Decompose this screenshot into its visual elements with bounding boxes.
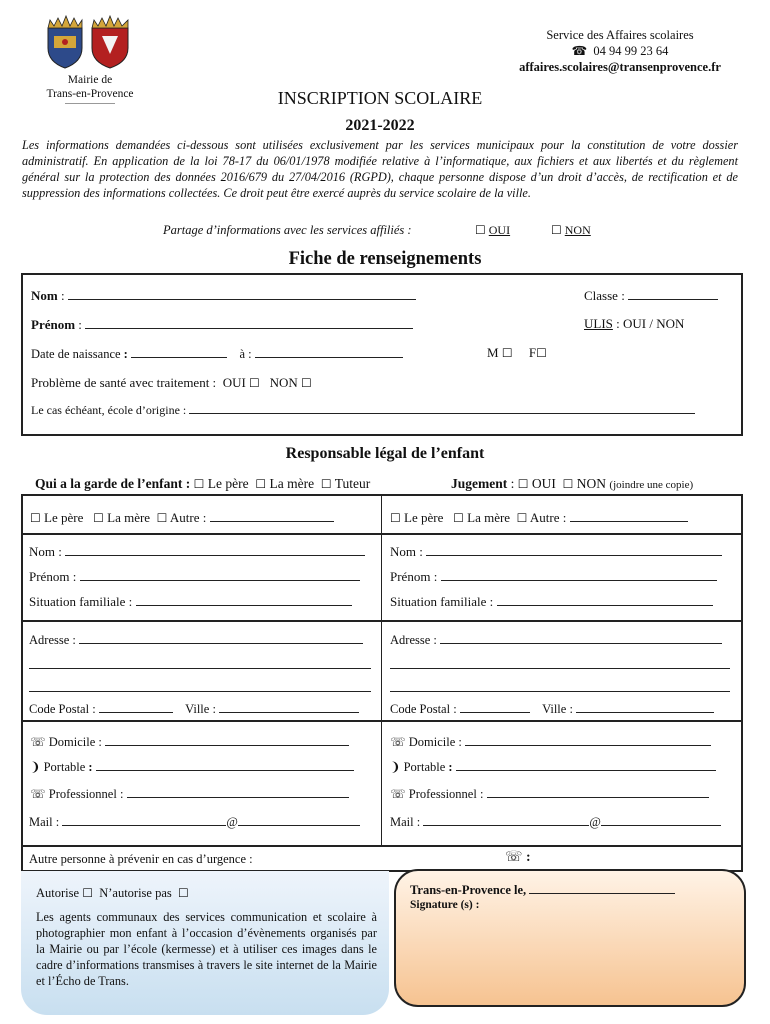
service-contact bbox=[480, 27, 760, 75]
checkbox-icon[interactable]: ☐ bbox=[82, 886, 93, 900]
ecole-field[interactable] bbox=[189, 401, 695, 414]
mairie-line2: Trans-en-Provence bbox=[46, 88, 134, 100]
signature-place: Trans-en-Provence le, bbox=[410, 883, 527, 897]
right-pro-field[interactable] bbox=[487, 785, 709, 798]
sharing-non-label: NON bbox=[564, 223, 591, 237]
dob-field[interactable] bbox=[131, 345, 227, 358]
prenom-label: Prénom bbox=[31, 317, 76, 332]
mairie-line1: Mairie de bbox=[67, 74, 113, 86]
right-ville-field[interactable] bbox=[576, 700, 714, 713]
checkbox-icon[interactable]: ☐ bbox=[390, 511, 401, 525]
classe-label: Classe : bbox=[584, 288, 625, 303]
ulis-label: ULIS bbox=[584, 316, 613, 331]
checkbox-icon[interactable]: ☐ bbox=[30, 511, 41, 525]
left-adresse-row: Adresse : bbox=[29, 631, 363, 648]
left-pro-row: ☏ Professionnel : bbox=[30, 785, 349, 802]
school-year: 2021-2022 bbox=[345, 117, 415, 134]
signature-place-row bbox=[410, 881, 675, 898]
autorisation-choice bbox=[36, 886, 189, 901]
health-non-label: NON bbox=[269, 375, 298, 390]
sex-row bbox=[487, 345, 547, 361]
health-oui-label: OUI bbox=[222, 375, 246, 390]
right-pro-row: ☏ Professionnel : bbox=[390, 785, 709, 802]
divider bbox=[65, 103, 115, 104]
nom-field[interactable] bbox=[68, 287, 416, 300]
ecole-label: Le cas échéant, école d’origine : bbox=[31, 403, 187, 417]
checkbox-icon[interactable]: ☐ bbox=[300, 376, 312, 390]
dob-row: Date de naissance : à : bbox=[31, 345, 403, 362]
left-portable-field[interactable] bbox=[96, 758, 354, 771]
signature-panel[interactable] bbox=[394, 869, 746, 1007]
checkbox-icon[interactable]: ☐ bbox=[178, 886, 189, 900]
right-adresse-line3[interactable] bbox=[390, 679, 730, 696]
intro-text: Les informations demandées ci-dessous sont utilisées exclusivement par les services municipaux pour la constitution de votre dossier administratif. En application de la loi 78-17 du 06/01/1978 modifiée relative à l’informatique, aux fichiers et aux libertés et du règlement général sur la protection des données 2016/679 du 27/04/2016 (RGPD), chaque personne dispose d’un droit d’accès, de rectification et de suppression des informations collectées. Ce droit peut être exercé auprès du service scolaire de la ville. bbox=[22, 138, 738, 200]
row-divider bbox=[22, 845, 742, 847]
left-prenom-field[interactable] bbox=[80, 568, 360, 581]
sex-f-label: F bbox=[528, 345, 537, 360]
sharing-oui-label: OUI bbox=[488, 223, 511, 237]
garde-pere: Le père bbox=[207, 476, 249, 491]
checkbox-icon: ☐ bbox=[551, 223, 562, 237]
coat-of-arms-logo bbox=[42, 14, 134, 70]
checkbox-icon[interactable]: ☐ bbox=[249, 376, 260, 390]
checkbox-icon[interactable]: ☐ bbox=[93, 511, 104, 525]
urgence-phone[interactable]: ☏ : bbox=[505, 849, 531, 865]
classe-field[interactable] bbox=[628, 287, 718, 300]
left-situation-field[interactable] bbox=[136, 593, 352, 606]
n-autorise-label: N’autorise pas bbox=[99, 886, 172, 900]
right-domicile-field[interactable] bbox=[465, 733, 711, 746]
responsable-title: Responsable légal de l’enfant bbox=[285, 445, 485, 462]
checkbox-icon[interactable]: ☐ bbox=[320, 477, 332, 491]
health-label: Problème de santé avec traitement : bbox=[31, 375, 217, 390]
phone-icon: ☎ bbox=[571, 43, 588, 58]
checkbox-icon[interactable]: ☐ bbox=[536, 346, 547, 360]
service-phone: 04 94 99 23 64 bbox=[593, 44, 669, 58]
right-cp-row: Code Postal : Ville : bbox=[390, 700, 714, 717]
mobile-icon: ❩ bbox=[30, 759, 41, 774]
garde-label: Qui a la garde de l’enfant : bbox=[35, 476, 191, 491]
phone-icon: ☏ bbox=[30, 786, 46, 801]
left-mail-domain-field[interactable] bbox=[238, 813, 360, 826]
left-nom-row: Nom : bbox=[29, 543, 365, 560]
urgence-label: Autre personne à prévenir en cas d’urgence : bbox=[29, 852, 253, 866]
jugement-note: (joindre une copie) bbox=[609, 479, 694, 491]
left-domicile-row: ☏ Domicile : bbox=[30, 733, 349, 750]
garde-row bbox=[35, 476, 370, 492]
signature-label: Signature (s) : bbox=[410, 899, 480, 911]
checkbox-icon[interactable]: ☐ bbox=[453, 511, 464, 525]
left-situation-row: Situation familiale : bbox=[29, 593, 352, 610]
sharing-label: Partage d’informations avec les services affiliés : bbox=[163, 223, 412, 237]
checkbox-icon[interactable]: ☐ bbox=[193, 477, 205, 491]
garde-mere: La mère bbox=[269, 476, 315, 491]
sex-m-label: M bbox=[487, 345, 499, 360]
left-nom-field[interactable] bbox=[65, 543, 365, 556]
ulis-options[interactable]: : OUI / NON bbox=[616, 316, 685, 331]
left-pro-field[interactable] bbox=[127, 785, 349, 798]
left-mail-row: Mail : @ bbox=[29, 813, 360, 830]
fiche-box bbox=[21, 273, 743, 436]
right-mail-row: Mail : @ bbox=[390, 813, 721, 830]
classe-row bbox=[584, 287, 718, 304]
birthplace-label: à : bbox=[239, 347, 252, 361]
checkbox-icon[interactable]: ☐ bbox=[501, 346, 513, 360]
prenom-field[interactable] bbox=[85, 316, 413, 329]
right-adresse-line2[interactable] bbox=[390, 656, 730, 673]
checkbox-icon[interactable]: ☐ bbox=[517, 477, 529, 491]
right-mail-domain-field[interactable] bbox=[601, 813, 721, 826]
phone-icon: ☏ bbox=[390, 734, 406, 749]
jugement-oui: OUI bbox=[531, 476, 556, 491]
autorisation-text: Les agents communaux des services communication et scolaire à photographier mon enfant à l’occasion d’évènements organisés par la Mairie ou par l’école (kermesse) et à utiliser ces images dans le cadre d’informations transmises à travers le site internet de la Mairie et l’Écho de Trans. bbox=[36, 910, 377, 988]
checkbox-icon[interactable]: ☐ bbox=[156, 511, 168, 525]
service-phone-row bbox=[480, 43, 760, 59]
jugement-non: NON bbox=[576, 476, 607, 491]
right-situation-field[interactable] bbox=[497, 593, 713, 606]
sharing-non[interactable] bbox=[551, 223, 591, 238]
autorise-label: Autorise bbox=[36, 886, 80, 900]
sharing-row bbox=[163, 223, 412, 238]
ulis-row bbox=[584, 316, 684, 332]
service-email[interactable]: affaires.scolaires@transenprovence.fr bbox=[519, 60, 721, 74]
right-autre-field[interactable] bbox=[570, 509, 688, 522]
page-title: INSCRIPTION SCOLAIRE bbox=[277, 88, 483, 108]
right-adresse-field[interactable] bbox=[440, 631, 722, 644]
right-prenom-field[interactable] bbox=[441, 568, 717, 581]
nom-row: Nom : bbox=[31, 287, 416, 304]
left-portable-row: ❩ Portable : bbox=[30, 758, 354, 775]
row-divider bbox=[22, 533, 742, 535]
right-domicile-row: ☏ Domicile : bbox=[390, 733, 711, 750]
row-divider bbox=[22, 720, 742, 722]
row-divider bbox=[22, 620, 742, 622]
autorisation-panel bbox=[21, 871, 389, 1015]
right-nom-row: Nom : bbox=[390, 543, 722, 560]
ecole-row bbox=[31, 401, 695, 418]
mairie-label bbox=[30, 73, 150, 104]
left-cp-row: Code Postal : Ville : bbox=[29, 700, 359, 717]
birthplace-field[interactable] bbox=[255, 345, 403, 358]
dob-label: Date de naissance bbox=[31, 347, 121, 361]
service-name: Service des Affaires scolaires bbox=[546, 28, 694, 42]
phone-icon: ☏ bbox=[30, 734, 46, 749]
shield-left-icon bbox=[48, 16, 82, 68]
right-cp-field[interactable] bbox=[460, 700, 530, 713]
checkbox-icon: ☐ bbox=[475, 223, 486, 237]
column-divider bbox=[381, 495, 382, 845]
right-portable-field[interactable] bbox=[456, 758, 716, 771]
phone-icon: ☏ bbox=[390, 786, 406, 801]
left-domicile-field[interactable] bbox=[105, 733, 349, 746]
right-situation-row: Situation familiale : bbox=[390, 593, 713, 610]
jugement-row: Jugement : ☐ OUI ☐ NON (joindre une copie) bbox=[451, 476, 694, 491]
right-prenom-row: Prénom : bbox=[390, 568, 717, 585]
left-prenom-row: Prénom : bbox=[29, 568, 360, 585]
phone-icon: ☏ bbox=[505, 849, 523, 865]
sharing-oui[interactable] bbox=[475, 223, 510, 238]
checkbox-icon[interactable]: ☐ bbox=[516, 511, 528, 525]
checkbox-icon[interactable]: ☐ bbox=[562, 477, 574, 491]
nom-label: Nom bbox=[31, 288, 58, 303]
left-mail-field[interactable] bbox=[62, 813, 226, 826]
left-autre-field[interactable] bbox=[210, 509, 334, 522]
right-adresse-row: Adresse : bbox=[390, 631, 722, 648]
health-row bbox=[31, 375, 312, 391]
right-nom-field[interactable] bbox=[426, 543, 722, 556]
jugement-label: Jugement bbox=[451, 476, 508, 491]
prenom-row: Prénom : bbox=[31, 316, 413, 333]
left-adresse-line2[interactable] bbox=[29, 656, 371, 673]
shield-right-icon bbox=[92, 16, 128, 68]
garde-tuteur: Tuteur bbox=[334, 476, 371, 491]
right-portable-row: ❩ Portable : bbox=[390, 758, 716, 775]
left-adresse-field[interactable] bbox=[79, 631, 363, 644]
fiche-title: Fiche de renseignements bbox=[288, 249, 482, 269]
right-parent-type: ☐ Le père ☐ La mère ☐ Autre : bbox=[390, 509, 688, 526]
left-adresse-line3[interactable] bbox=[29, 679, 371, 696]
mobile-icon: ❩ bbox=[390, 759, 401, 774]
checkbox-icon[interactable]: ☐ bbox=[255, 477, 267, 491]
left-cp-field[interactable] bbox=[99, 700, 173, 713]
left-parent-type: ☐ Le père ☐ La mère ☐ Autre : bbox=[30, 509, 334, 526]
signature-date-field[interactable] bbox=[529, 881, 675, 894]
left-ville-field[interactable] bbox=[219, 700, 359, 713]
right-mail-field[interactable] bbox=[423, 813, 589, 826]
